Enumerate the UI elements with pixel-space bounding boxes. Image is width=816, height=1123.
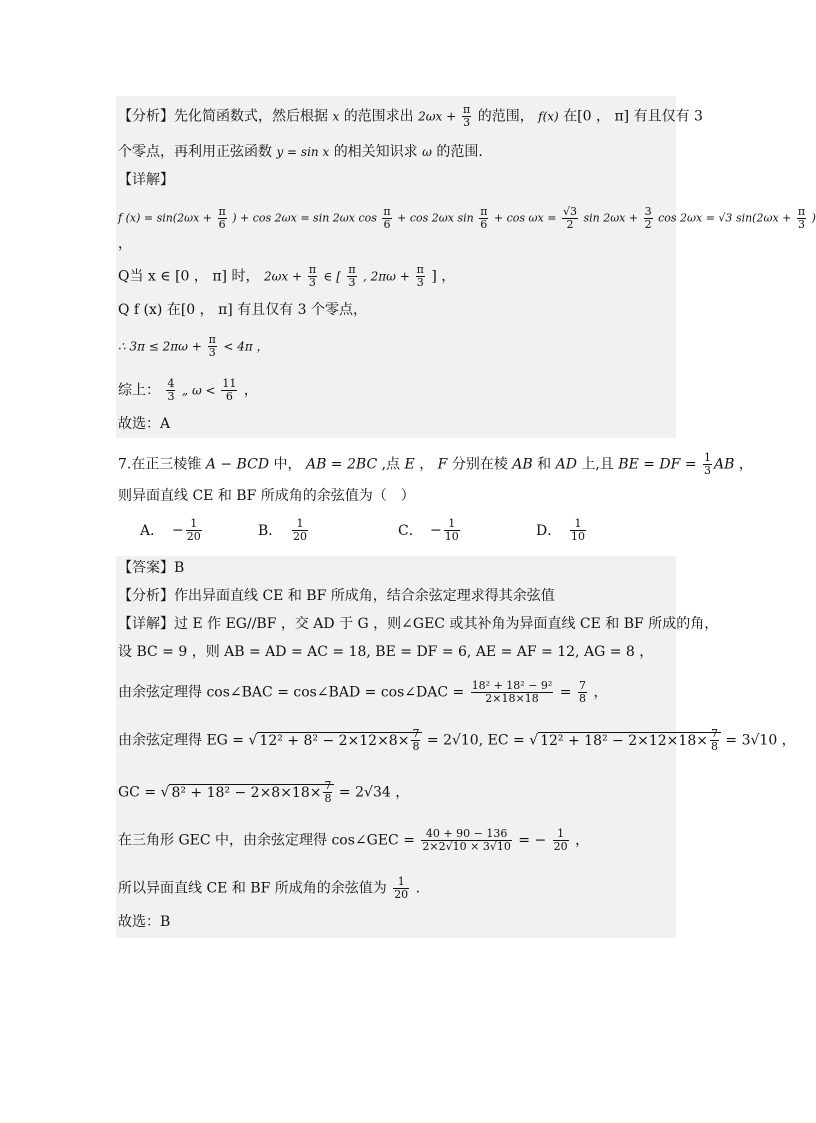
q7-choice: 故选：B [118, 914, 171, 930]
q7-so-line: 所以异面直线 CE 和 BF 所成角的余弦值为 $\frac{1}{20}$ . [118, 875, 421, 901]
fraction: $\frac{\pi}{3}$ [463, 103, 471, 129]
q7-cos-line: 由余弦定理得 cos∠BAC = cos∠BAD = cos∠DAC = $\frac{\text{18² + 18² − 9²}}{2\times 18\times 18}$ = $\frac{7}{8}$ ， [118, 679, 608, 705]
q7-answer: 【答案】B [118, 560, 185, 576]
q7-detail-line-2: 设 BC = 9 ，则 AB = AD = AC = 18, BE = DF = 6, AE = AF = 12, AG = 8 ， [118, 644, 654, 660]
q7-gc-line: GC = √ 8² + 18² − 2×8×18× $\frac{7}{8}$ = 2√34 ， [118, 779, 410, 805]
q6-analysis-line-1: 【分析】先化简函数式，然后根据 x 的范围求出 2ωx + $\frac{\pi}{3}$ 的范围， f(x) 在[0 ， π] 有且仅有 3 [118, 103, 703, 129]
q6-range-line: Q当 x ∈ [0 ， π] 时， 2ωx + $\frac{\pi}{3}$ ∈ [ $\frac{\pi}{3}$ , 2πω + $\frac{\pi}{3}$ ] ， [118, 263, 456, 289]
option-b[interactable]: B． $\frac{1}{20}$ [258, 517, 307, 543]
q7-triangle-line: 在三角形 GEC 中，由余弦定理得 cos∠GEC = $\frac{40 + 90 - 136}{2\times 2√10 \times 3√10}$ = − $\frac{1}{20}$ ， [118, 827, 590, 853]
q7-eg-ec-line: 由余弦定理得 EG = √ 12² + 8² − 2×12×8× $\frac{7}{8}$ = 2√10, EC = √ 12² + 18² − 2×12×18× $\frac{7}{8}$ = 3√10 ， [118, 727, 796, 753]
q6-conclusion-line: 综上： $\frac{4}{3}$ „ ω < $\frac{11}{6}$ ， [118, 377, 258, 403]
q7-analysis: 【分析】作出异面直线 CE 和 BF 所成角，结合余弦定理求得其余弦值 [118, 588, 555, 604]
option-a[interactable]: A． − $\frac{1}{20}$ [140, 517, 201, 543]
q6-zeros-line: Q f (x) 在[0 ， π] 有且仅有 3 个零点， [118, 302, 368, 318]
q7-stem-line-1: 7.在正三棱锥 A − BCD 中， AB = 2BC ,点 E ， F 分别在棱 AB 和 AD 上,且 BE = DF = $\frac{1}{3}$ AB ， [118, 451, 753, 477]
q6-equation-1: f (x) = sin(2ωx + $\frac{\pi}{6}$ ) + cos 2ωx = sin 2ωx cos $\frac{\pi}{6}$ + cos 2ωx sin $\frac{\pi}{6}$ + cos ωx = $\frac{√3}{2}$ sin 2ωx + $\frac{3}{2}$ cos 2ωx = √3 sin(2ωx + $\frac{\pi}{3}$ ) [118, 205, 816, 231]
option-d[interactable]: D． $\frac{1}{10}$ [536, 517, 585, 543]
q6-comma: ， [118, 236, 132, 252]
q6-analysis-line-2: 个零点，再利用正弦函数 y = sin x 的相关知识求 ω 的范围. [118, 144, 483, 160]
option-c[interactable]: C． − $\frac{1}{10}$ [398, 517, 459, 543]
q6-detail-label: 【详解】 [118, 172, 174, 188]
q7-detail-line-1: 【详解】过 E 作 EG//BF ，交 AD 于 G ，则∠GEC 或其补角为异面直线 CE 和 BF 所成的角， [118, 616, 719, 632]
q7-stem-line-2: 则异面直线 CE 和 BF 所成角的余弦值为（ ） [118, 488, 415, 504]
q6-inequality-line: ∴ 3π ≤ 2πω + $\frac{\pi}{3}$ < 4π ， [118, 333, 269, 359]
q6-choice: 故选：A [118, 416, 171, 432]
